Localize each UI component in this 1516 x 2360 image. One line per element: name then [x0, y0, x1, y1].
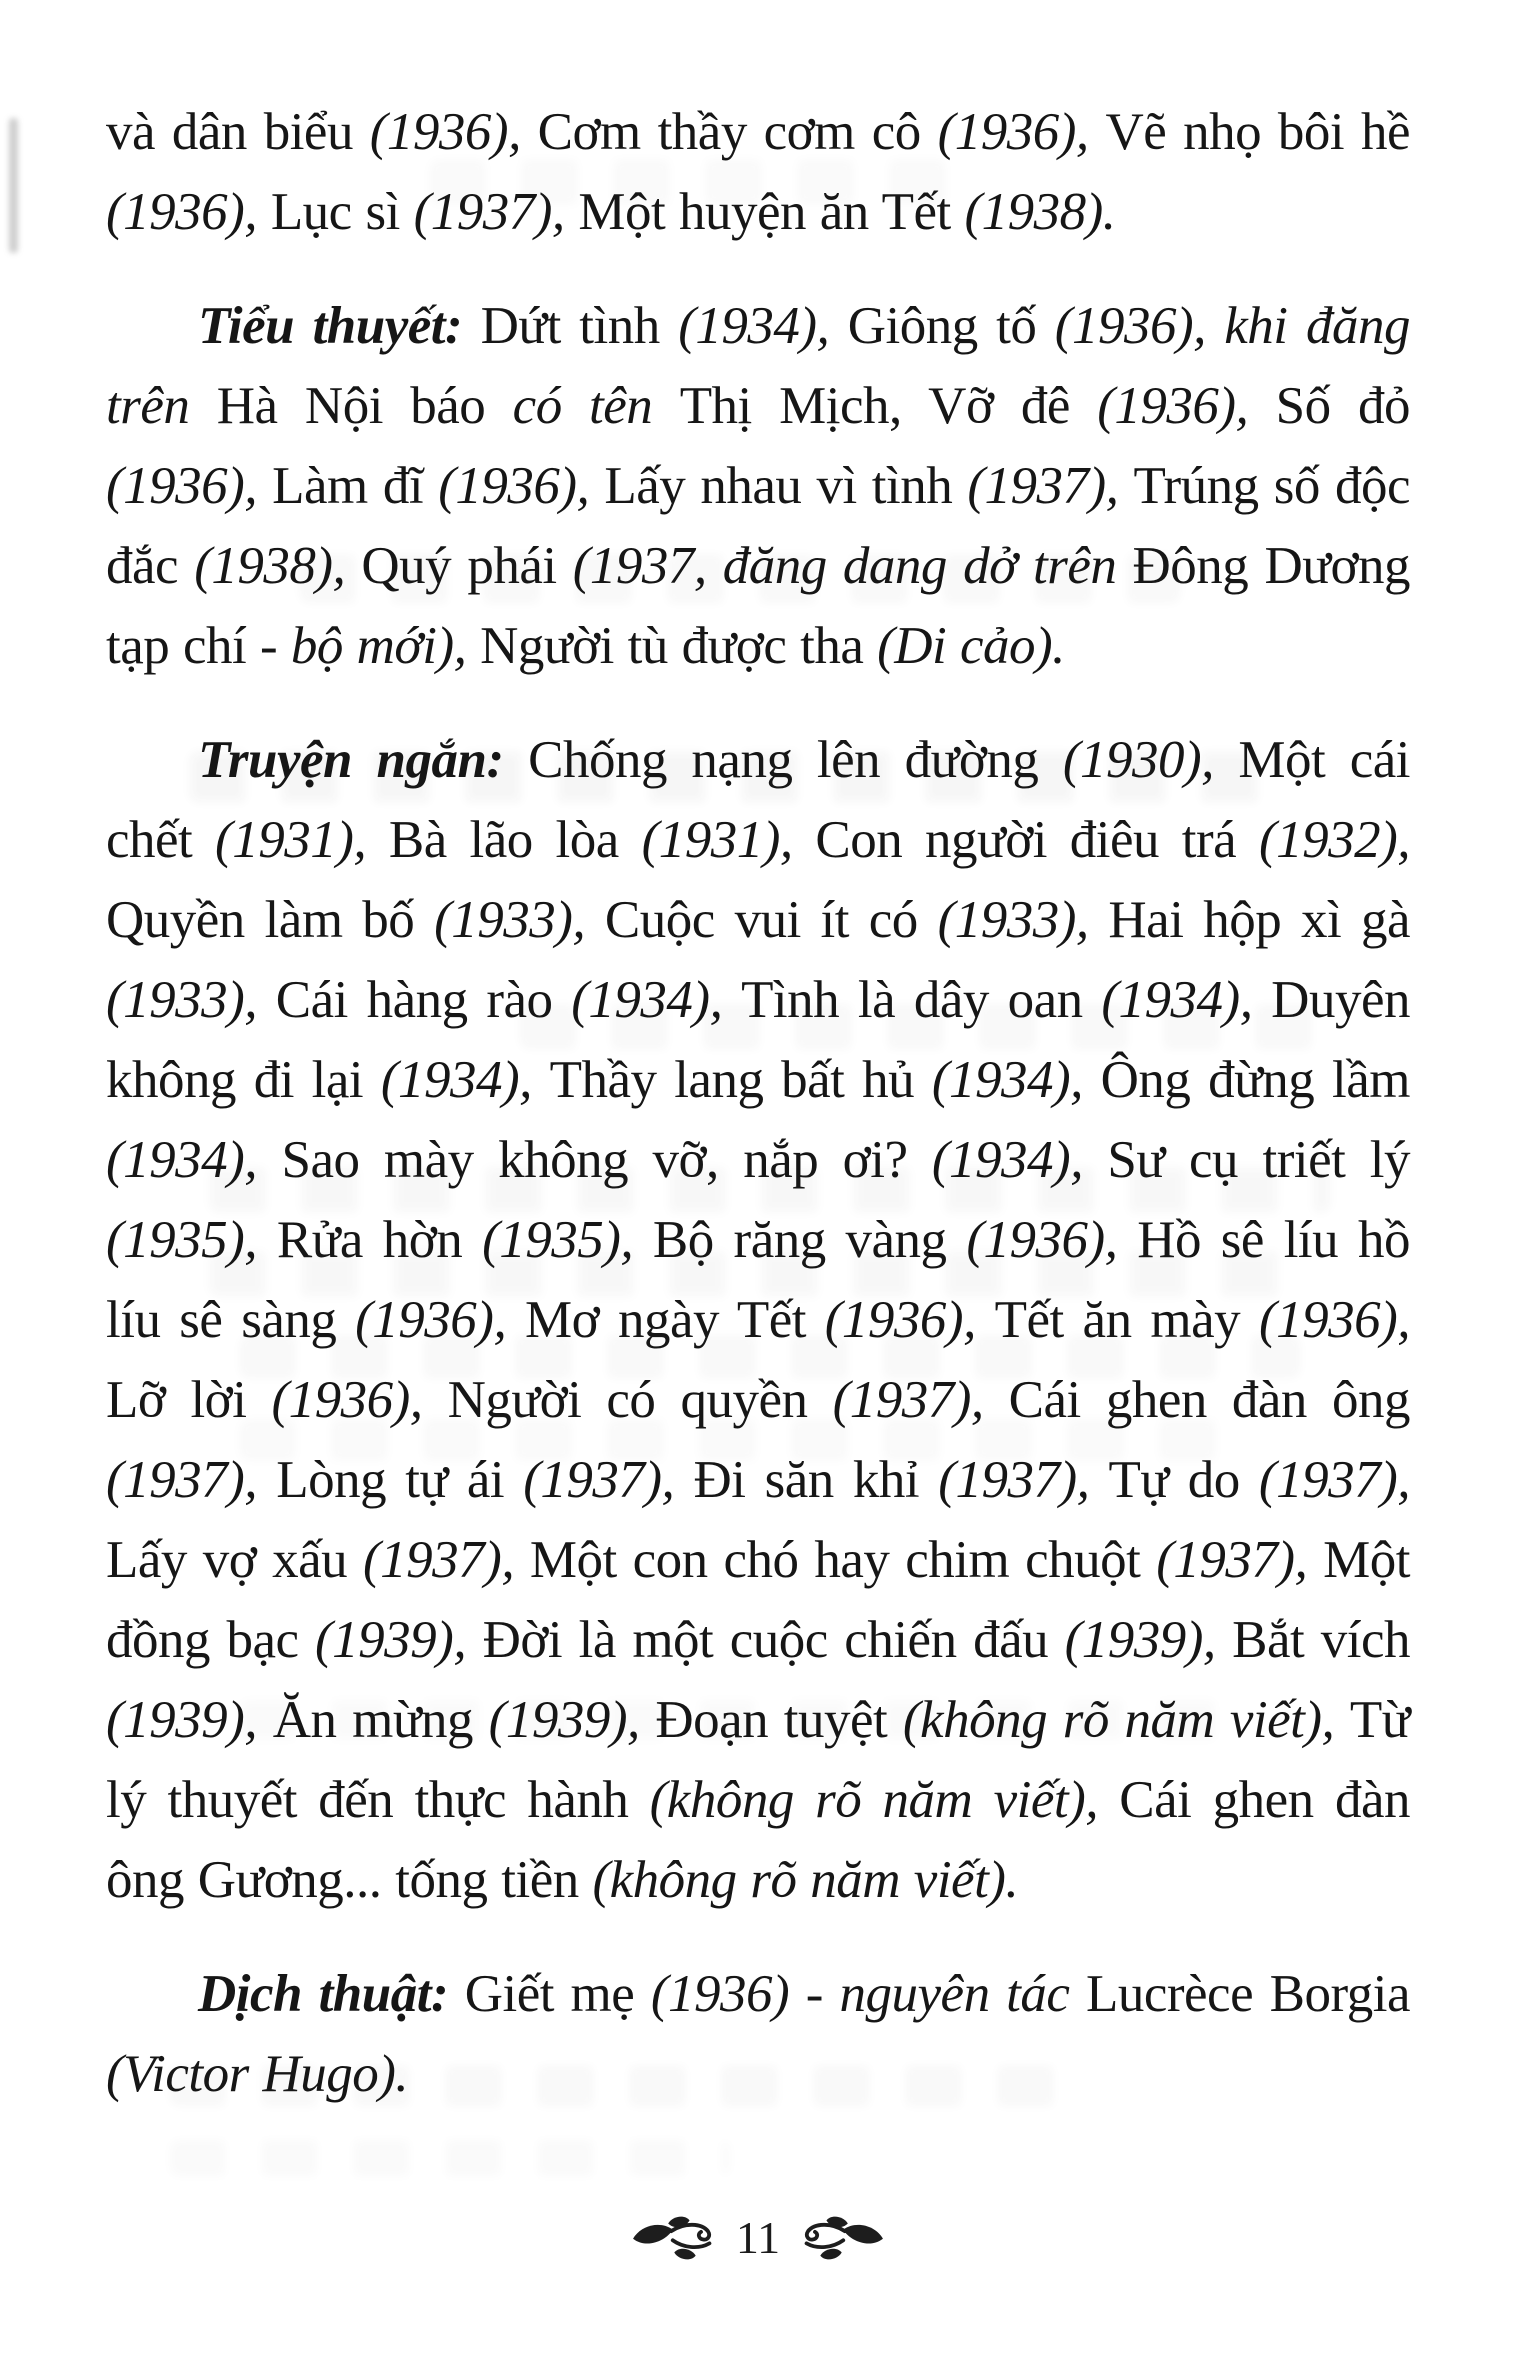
text-segment: (1932),	[1258, 811, 1410, 869]
text-segment: (1934),	[1101, 971, 1272, 1029]
text-segment: (1936),	[369, 103, 538, 161]
text-segment: có tên	[512, 377, 680, 435]
text-segment: Quý phái	[361, 537, 573, 595]
text-segment: (1934),	[106, 1131, 282, 1189]
text-segment: (1936),	[271, 1371, 448, 1429]
paragraph-dich-thuat	[106, 1954, 1410, 2114]
text-segment: Tết ăn mày	[994, 1291, 1259, 1349]
text-segment: (1931),	[215, 811, 389, 869]
paragraph-works-continued	[106, 92, 1410, 252]
text-segment: (1936),	[1097, 377, 1276, 435]
text-segment: Hai hộp xì gà	[1108, 891, 1410, 949]
text-segment: bộ mới),	[290, 617, 481, 675]
text-segment: (Di cảo).	[877, 617, 1065, 675]
text-segment: Một con chó hay chim chuột	[529, 1531, 1157, 1589]
text-segment: Cái hàng rào	[275, 971, 572, 1029]
text-segment: (1938).	[964, 183, 1116, 241]
text-segment: (1936),	[438, 457, 605, 515]
text-segment: (1936),	[966, 1211, 1138, 1269]
text-segment: Thị Mịch, Vỡ đê	[679, 377, 1098, 435]
text-segment: (không rõ năm viết).	[592, 1851, 1019, 1909]
text-segment: Bắt vích	[1232, 1611, 1410, 1669]
paragraph-truyen-ngan	[106, 720, 1410, 1920]
text-segment: Người có quyền	[447, 1371, 833, 1429]
text-segment: (1936),	[106, 457, 273, 515]
text-segment: Đi săn khỉ	[693, 1451, 939, 1509]
text-segment: (1937),	[967, 457, 1134, 515]
text-segment: Mơ ngày Tết	[525, 1291, 825, 1349]
text-segment: Giết mẹ	[464, 1965, 651, 2023]
text-segment: (Victor Hugo).	[106, 2045, 409, 2103]
ghost-text	[170, 2140, 730, 2176]
text-segment: Hồ sê líu hồ líu sê sàng	[106, 1211, 1410, 1349]
text-segment: Sao mày không vỡ, nắp ơi?	[281, 1131, 932, 1189]
text-segment: Đời là một cuộc chiến đấu	[482, 1611, 1065, 1669]
text-segment: (1936), khi đăng trên	[106, 297, 1410, 435]
text-segment: Rửa hờn	[276, 1211, 483, 1269]
text-segment: (1934),	[931, 1131, 1108, 1189]
text-segment: Một cái chết	[106, 731, 1411, 869]
text-segment: Đông Dương tạp chí -	[106, 537, 1410, 675]
text-segment: Cơm thầy cơm cô	[537, 103, 938, 161]
text-segment: (1939),	[1064, 1611, 1233, 1669]
text-segment: (1935),	[482, 1211, 653, 1269]
fleuron-right-icon	[802, 2214, 886, 2262]
text-segment: Tình là dây oan	[741, 971, 1102, 1029]
paragraph-tieu-thuyet	[106, 286, 1410, 686]
text-segment: Lấy nhau vì tình	[604, 457, 968, 515]
text-segment: (1938),	[194, 537, 362, 595]
text-segment: Trúng số độc đắc	[106, 457, 1410, 595]
text-segment: (1936),	[937, 103, 1106, 161]
text-segment: Lucrèce Borgia	[1085, 1965, 1410, 2023]
text-segment: Vẽ nhọ bôi hề	[1105, 103, 1410, 161]
text-segment: (1939),	[315, 1611, 483, 1669]
page-number: 11	[735, 2212, 781, 2263]
text-segment: Lấy vợ xấu	[106, 1531, 364, 1589]
text-segment: (1936),	[1258, 1291, 1410, 1349]
text-segment: Làm đĩ	[272, 457, 439, 515]
text-segment: Đoạn tuyệt	[655, 1691, 903, 1749]
text-segment: (1937),	[832, 1371, 1009, 1429]
text-segment: Cái ghen đàn ông	[1008, 1371, 1410, 1429]
page-footer	[0, 2214, 1516, 2262]
text-segment: Sư cụ triết lý	[1107, 1131, 1410, 1189]
text-segment: (không rõ năm viết),	[649, 1771, 1120, 1829]
text-segment: Từ lý thuyết đến thực hành	[106, 1691, 1410, 1829]
text-segment: (1937),	[1258, 1451, 1410, 1509]
text-segment: (không rõ năm viết),	[902, 1691, 1350, 1749]
text-segment: (1934),	[931, 1051, 1101, 1109]
text-segment: và dân biểu	[106, 103, 370, 161]
text-segment: (1934),	[678, 297, 848, 355]
text-segment: Người tù được tha	[480, 617, 878, 675]
text-segment: Lục sì	[270, 183, 414, 241]
text-segment: Một đồng bạc	[106, 1531, 1410, 1669]
text-segment: Duyên không đi lại	[106, 971, 1410, 1109]
text-segment: (1936)	[650, 1965, 806, 2023]
text-segment: (1937),	[363, 1531, 530, 1589]
text-segment: (1937),	[106, 1451, 277, 1509]
text-segment: (1937),	[938, 1451, 1109, 1509]
text-segment: Cuộc vui ít có	[604, 891, 938, 949]
text-segment: (1937),	[413, 183, 579, 241]
text-segment: Thầy lang bất hủ	[549, 1051, 932, 1109]
text-segment: Bà lão lòa	[388, 811, 642, 869]
text-segment: (1939),	[106, 1691, 273, 1749]
text-segment: Giông tố	[847, 297, 1055, 355]
text-segment: (1936),	[824, 1291, 995, 1349]
text-segment: (1934),	[380, 1051, 550, 1109]
text-segment: Truyện ngắn:	[198, 731, 529, 789]
text-segment: (1933),	[106, 971, 276, 1029]
text-segment: (1933),	[434, 891, 605, 949]
text-segment: (1937, đăng dang dở trên	[572, 537, 1133, 595]
text-segment: (1937),	[523, 1451, 694, 1509]
fleuron-left-icon	[630, 2214, 714, 2262]
text-segment: Tiểu thuyết:	[198, 297, 481, 355]
text-segment: (1939),	[488, 1691, 656, 1749]
text-segment: Một huyện ăn Tết	[578, 183, 965, 241]
body-text	[106, 92, 1410, 2114]
text-segment: Dịch thuật:	[198, 1965, 465, 2023]
text-segment: (1936),	[106, 183, 271, 241]
text-segment: Ông đừng lầm	[1100, 1051, 1410, 1109]
text-segment: Cái ghen đàn ông Gương... tống tiền	[106, 1771, 1410, 1909]
text-segment: Số đỏ	[1275, 377, 1411, 435]
text-segment: Tự do	[1108, 1451, 1259, 1509]
text-segment: Con người điêu trá	[815, 811, 1259, 869]
text-segment: (1933),	[937, 891, 1109, 949]
text-segment: -	[805, 1965, 840, 2023]
text-segment: nguyên tác	[839, 1965, 1086, 2023]
text-segment: (1936),	[355, 1291, 526, 1349]
text-segment: Lỡ lời	[106, 1371, 272, 1429]
text-segment: Dứt tình	[480, 297, 679, 355]
text-segment: (1937),	[1156, 1531, 1324, 1589]
text-segment: (1930),	[1062, 731, 1239, 789]
text-segment: (1931),	[641, 811, 816, 869]
text-segment: Hà Nội báo	[216, 377, 513, 435]
text-segment: Chống nạng lên đường	[528, 731, 1063, 789]
text-segment: Bộ răng vàng	[652, 1211, 967, 1269]
text-segment: (1934),	[571, 971, 742, 1029]
text-segment: Lòng tự ái	[276, 1451, 524, 1509]
text-segment: Quyền làm bố	[106, 891, 435, 949]
scan-edge-smudge	[9, 118, 18, 253]
text-segment: (1935),	[106, 1211, 277, 1269]
text-segment: Ăn mừng	[272, 1691, 489, 1749]
